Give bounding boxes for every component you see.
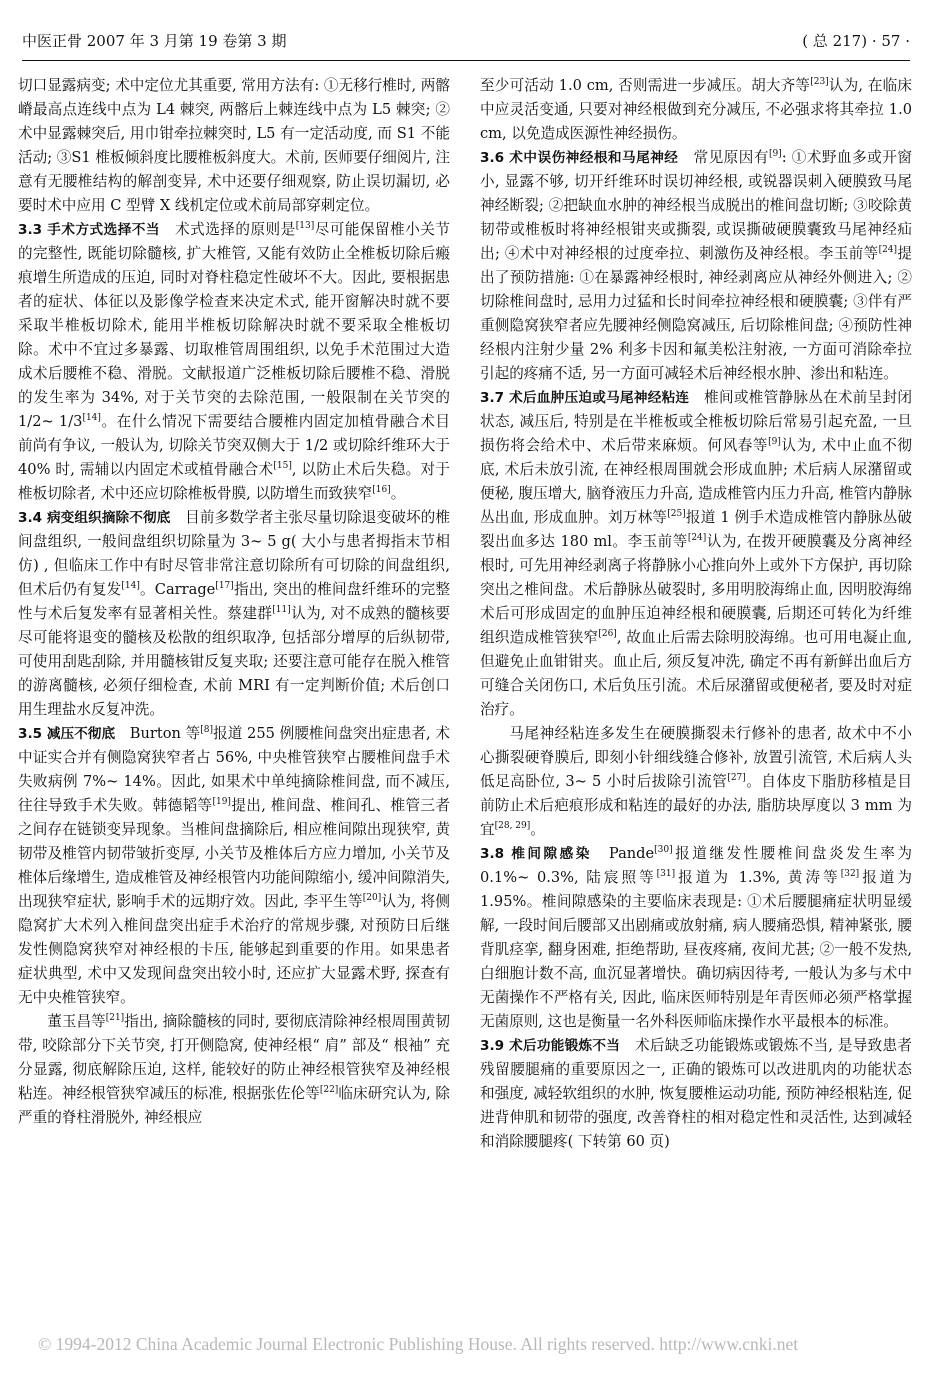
right-column [480, 74, 912, 1154]
section-3-8: 3.8 椎间隙感染 Pande[30]报道继发性腰椎间盘炎发生率为 0.1%~ 0.3%, 陆宸照等[31]报道为 1.3%, 黄涛等[32]报道为 1.95%。椎间隙感染的主要临床表现是: ①术后腰腿痛症状明显缓解, 一段时间后腰部又出剧痛或放射痛, 病人腰痛恐惧, 精神紧张, 腰背肌痉挛, 翻身困难, 拒绝帮助, 昼夜疼痛, 夜间尤甚; ②一般不发热, 白细胞计数不高, 血沉显著增快。确切病因待考, 一般认为多与术中无菌操作不严格有关, 因此, 临床医师特别是年青医师必须严格掌握无菌原则, 这也是衡量一名外科医师临床操作水平最根本的标准。 [480, 845, 912, 1030]
section-heading: 3.3 手术方式选择不当 [18, 222, 160, 238]
paragraph: 至少可活动 1.0 cm, 否则需进一步减压。胡大齐等[23]认为, 在临床中应灵活变通, 只要对神经根做到充分减压, 不必强求将其牵拉 1.0 cm, 以免造成医源性神经损伤。 [480, 77, 913, 142]
header-rule [22, 60, 910, 61]
section-3-9: 3.9 术后功能锻炼不当 术后缺乏功能锻炼或锻炼不当, 是导致患者残留腰腿痛的重要原因之一, 正确的锻炼可以改进肌肉的功能状态和强度, 减轻软组织的水肿, 恢复腰椎运动功能, 预防神经根粘连, 促进背伸肌和韧带的强度, 改善脊柱的相对稳定性和灵活性, 达到减轻和消除腰腿疼( 下转第 60 页) [480, 1037, 912, 1150]
section-heading: 3.8 椎间隙感染 [480, 846, 592, 862]
section-heading: 3.5 减压不彻底 [18, 726, 116, 742]
section-3-6: 3.6 术中误伤神经根和马尾神经 常见原因有[9]: ①术野血多或开窗小, 显露不够, 切开纤维环时误切神经根, 或锐器误刺入硬膜致马尾神经断裂; ②把缺血水肿的神经根当成脱出的椎间盘切断; ③咬除黄韧带或椎板时将神经根钳夹或撕裂, 或误撕破硬膜囊致马尾神经疝出; ④术中对神经根的过度牵拉、刺激伤及神经根。李玉前等[24]提出了预防措施: ①在暴露神经根时, 神经剥离应从神经外侧进入; ②切除椎间盘时, 忌用力过猛和长时间牵拉神经根和硬膜囊; ③伴有严重侧隐窝狭窄者应先腰神经侧隐窝减压, 后切除椎间盘; ④预防性神经根内注射少量 2% 利多卡因和氟美松注射液, 一方面可消除牵拉引起的疼痛不适, 另一方面可减轻术后神经根水肿、渗出和粘连。 [480, 149, 912, 382]
paragraph: 切口显露病变; 术中定位尤其重要, 常用方法有: ①无移行椎时, 两髂嵴最高点连线中点为 L4 棘突, 两髂后上棘连线中点为 L5 棘突; ②术中显露棘突后, 用巾钳牵拉棘突时, L5 有一定活动度, 而 S1 不能活动; ③S1 椎板倾斜度比腰椎板斜度大。术前, 医师要仔细阅片, 注意有无腰椎结构的解剖变异, 术中还要仔细观察, 防止误切漏切, 必要时术中应用 C 型臂 X 线机定位或术前局部穿刺定位。 [18, 77, 450, 214]
paragraph: 马尾神经粘连多发生在硬膜撕裂未行修补的患者, 故术中不小心撕裂硬脊膜后, 即刻小针细线缝合修补, 放置引流管, 术后病人头低足高卧位, 3~ 5 小时后拔除引流管[27]。自体皮下脂肪移植是目前防止术后疤痕形成和粘连的最好的办法, 脂肪块厚度以 3 mm 为宜[28, 29]。 [480, 725, 912, 838]
section-heading: 3.7 术后血肿压迫或马尾神经粘连 [480, 390, 690, 406]
section-heading: 3.4 病变组织摘除不彻底 [18, 510, 171, 526]
section-3-5: 3.5 减压不彻底 Burton 等[8]报道 255 例腰椎间盘突出症患者, 术中证实合并有侧隐窝狭窄者占 56%, 中央椎管狭窄占腰椎间盘手术失败病例 7%~ 14%。因此, 如果术中单纯摘除椎间盘, 而不减压, 往往导致手术失败。韩德韬等[19]提出, 椎间盘、椎间孔、椎管三者之间存在链锁变异现象。当椎间盘摘除后, 相应椎间隙出现狭窄, 黄韧带及椎管内韧带皱折变厚, 小关节及椎体后方应力增加, 小关节及椎体后缘增生, 造成椎管及神经根管内功能间隙缩小, 缓冲间隙消失, 出现狭窄症状, 影响手术的远期疗效。因此, 李平生等[20]认为, 将侧隐窝扩大术列入椎间盘突出症手术治疗的常规步骤, 对预防日后继发性侧隐窝狭窄对神经根的卡压, 能够起到重要的作用。如果患者症状典型, 术中又发现间盘突出较小时, 还应扩大显露术野, 探查有无中央椎管狭窄。 [18, 725, 450, 1006]
section-3-3: 3.3 手术方式选择不当 术式选择的原则是[13]尽可能保留椎小关节的完整性, 既能切除髓核, 扩大椎管, 又能有效防止全椎板切除后瘢痕增生所造成的压迫, 同时对脊柱稳定性破坏不大。因此, 要根据患者的症状、体征以及影像学检查来决定术式, 能开窗解决时就不要采取半椎板切除术, 能用半椎板切除解决时就不要采取全椎板切除。术中不宜过多暴露、切取椎管周围组织, 以免手术范围过大造成术后腰椎不稳、滑脱。文献报道广泛椎板切除后腰椎不稳、滑脱的发生率为 34%, 对于关节突的去除范围, 一般限制在关节突的 1/2~ 1/3[14]。在什么情况下需要结合腰椎内固定加植骨融合术目前尚有争议, 一般认为, 切除关节突双侧大于 1/2 或切除纤维环大于 40% 时, 需辅以内固定术或植骨融合术[15], 以防止术后失稳。对于椎板切除者, 术中还应切除椎板骨膜, 以防增生而致狭窄[16]。 [18, 221, 451, 502]
section-heading: 3.6 术中误伤神经根和马尾神经 [480, 150, 679, 166]
page-number-label: ( 总 217) · 57 · [802, 32, 910, 50]
copyright-watermark: © 1994-2012 China Academic Journal Electronic Publishing House. All rights reserved. http://www.cnki.net [38, 1334, 799, 1354]
section-heading: 3.9 术后功能锻炼不当 [480, 1038, 621, 1054]
journal-issue-label: 中医正骨 2007 年 3 月第 19 卷第 3 期 [22, 32, 287, 50]
running-header [22, 28, 910, 54]
paragraph: 董玉昌等[21]指出, 摘除髓核的同时, 要彻底清除神经根周围黄韧带, 咬除部分下关节突, 打开侧隐窝, 使神经根“ 肩” 部及“ 根袖” 充分显露, 彻底解除压迫, 这样, 能较好的防止神经根管狭窄及神经根粘连。神经根管狭窄减压的标准, 根据张佐伦等[22]临床研究认为, 除严重的脊柱滑脱外, 神经根应 [18, 1013, 451, 1126]
left-column [18, 74, 450, 1130]
section-3-7: 3.7 术后血肿压迫或马尾神经粘连 椎间或椎管静脉丛在术前呈封闭状态, 减压后, 特别是在半椎板或全椎板切除后常易引起充盈, 一旦损伤将会给术中、术后带来麻烦。何风春等[9]认为, 术中止血不彻底, 术后未放引流, 在神经根周围就会形成血肿; 术后病人尿潴留或便秘, 腹压增大, 脑脊液压力升高, 造成椎管内压力升高, 椎管内静脉丛出血, 形成血肿。刘万林等[25]报道 1 例手术造成椎管内静脉丛破裂出血多达 180 ml。李玉前等[24]认为, 在拨开硬膜囊及分离神经根时, 可先用神经剥离子将静脉小心推向外上或外下方保护, 再切除突出之椎间盘。术后静脉丛破裂时, 多用明胶海绵止血, 因明胶海绵术后可形成固定的血肿压迫神经根和硬膜囊, 后期还可转化为纤维组织造成椎管狭窄[26], 故血止后需去除明胶海绵。也可用电凝止血, 但避免止血钳钳夹。血止后, 须反复冲洗, 确定不再有新鲜出血后方可缝合关闭伤口, 术后负压引流。术后尿潴留或便秘者, 要及时对症治疗。 [480, 389, 913, 718]
section-3-4: 3.4 病变组织摘除不彻底 目前多数学者主张尽量切除退变破坏的椎间盘组织, 一般间盘组织切除量为 3~ 5 g( 大小与患者拇指末节相仿) , 但临床工作中有时尽管非常注意切除所有可切除的间盘组织, 但术后仍有复发[14]。Carrage[17]指出, 突出的椎间盘纤维环的完整性与术后复发率有显著相关性。蔡建群[11]认为, 对不成熟的髓核要尽可能将退变的髓核及松散的组织取净, 包括部分增厚的后纵韧带, 可使用刮匙刮除, 并用髓核钳反复夹取; 还要注意可能存在脱入椎管的游离髓核, 必须仔细检查, 术前 MRI 有一定判断价值; 术后创口用生理盐水反复冲洗。 [18, 509, 450, 718]
